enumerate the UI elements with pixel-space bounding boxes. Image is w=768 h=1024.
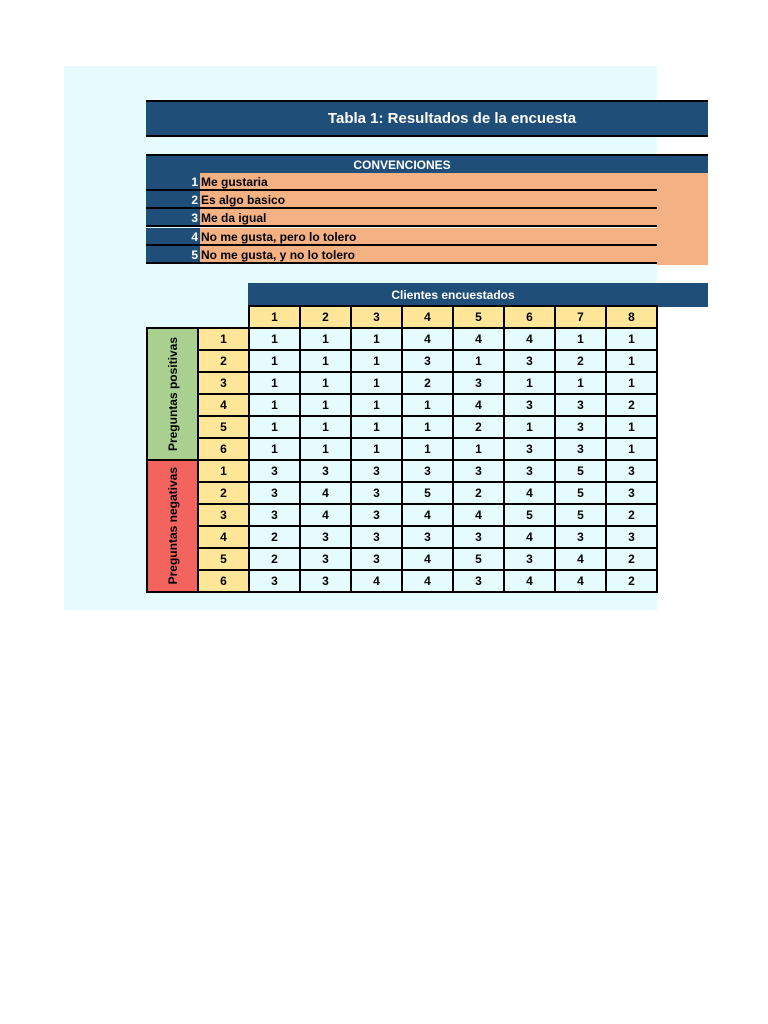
- response-cell: 1: [249, 394, 300, 416]
- convention-number: 4: [146, 228, 200, 246]
- client-number: 5: [453, 306, 504, 328]
- table-row: [147, 482, 657, 504]
- table-title: [146, 100, 708, 137]
- response-cell: 1: [351, 438, 402, 460]
- question-number: 5: [198, 416, 249, 438]
- response-cell: 1: [249, 372, 300, 394]
- question-number: 1: [198, 460, 249, 482]
- clients-header-text: Clientes encuestados: [391, 288, 515, 302]
- question-number: 5: [198, 548, 249, 570]
- response-cell: 1: [300, 438, 351, 460]
- convention-row: [146, 191, 708, 209]
- table-row: [147, 416, 657, 438]
- response-cell: 4: [453, 504, 504, 526]
- response-cell: 4: [402, 570, 453, 592]
- response-cell: 3: [504, 460, 555, 482]
- table-row: [147, 504, 657, 526]
- response-cell: 3: [504, 350, 555, 372]
- client-number: 6: [504, 306, 555, 328]
- response-cell: 3: [606, 526, 657, 548]
- response-cell: 4: [504, 526, 555, 548]
- convention-number: 2: [146, 191, 200, 209]
- response-cell: 1: [351, 394, 402, 416]
- response-cell: 1: [402, 416, 453, 438]
- client-number: 8: [606, 306, 657, 328]
- response-cell: 1: [249, 328, 300, 350]
- response-cell: 4: [402, 328, 453, 350]
- response-cell: 4: [504, 328, 555, 350]
- response-cell: 4: [402, 548, 453, 570]
- response-cell: 3: [351, 548, 402, 570]
- question-number: 6: [198, 438, 249, 460]
- group-label-text: Preguntas positivas: [165, 336, 180, 452]
- response-cell: 1: [555, 372, 606, 394]
- response-cell: 4: [351, 570, 402, 592]
- response-cell: 3: [249, 482, 300, 504]
- response-cell: 5: [555, 460, 606, 482]
- response-cell: 2: [249, 548, 300, 570]
- response-cell: 5: [453, 548, 504, 570]
- question-number: 2: [198, 482, 249, 504]
- response-cell: 1: [351, 416, 402, 438]
- response-cell: 4: [504, 482, 555, 504]
- response-cell: 3: [351, 460, 402, 482]
- response-cell: 2: [606, 504, 657, 526]
- response-cell: 2: [606, 548, 657, 570]
- response-cell: 1: [606, 416, 657, 438]
- client-number-row: [147, 306, 657, 328]
- response-cell: 3: [606, 482, 657, 504]
- response-cell: 5: [555, 482, 606, 504]
- response-cell: 2: [402, 372, 453, 394]
- response-cell: 2: [606, 394, 657, 416]
- response-cell: 3: [555, 526, 606, 548]
- response-cell: 3: [249, 504, 300, 526]
- client-number: 3: [351, 306, 402, 328]
- convention-number: 3: [146, 209, 200, 227]
- response-cell: 4: [402, 504, 453, 526]
- response-cell: 2: [453, 482, 504, 504]
- response-cell: 4: [300, 504, 351, 526]
- table-row: [147, 438, 657, 460]
- table-row: [147, 372, 657, 394]
- response-cell: 1: [249, 350, 300, 372]
- response-cell: 2: [606, 570, 657, 592]
- response-cell: 3: [402, 526, 453, 548]
- response-cell: 2: [555, 350, 606, 372]
- client-number: 4: [402, 306, 453, 328]
- question-number: 1: [198, 328, 249, 350]
- client-number: 1: [249, 306, 300, 328]
- response-cell: 3: [453, 460, 504, 482]
- question-number: 2: [198, 350, 249, 372]
- response-cell: 1: [300, 394, 351, 416]
- group-label-text: Preguntas negativas: [165, 467, 180, 585]
- response-cell: 1: [606, 438, 657, 460]
- response-cell: 3: [300, 526, 351, 548]
- conventions-header-text: CONVENCIONES: [353, 157, 451, 172]
- table-row: [147, 570, 657, 592]
- question-number: 4: [198, 526, 249, 548]
- response-cell: 3: [249, 570, 300, 592]
- response-cell: 4: [504, 570, 555, 592]
- conventions-extension: [657, 173, 708, 265]
- response-cell: 3: [504, 548, 555, 570]
- response-cell: 1: [300, 372, 351, 394]
- convention-number: 5: [146, 246, 200, 264]
- question-number: 4: [198, 394, 249, 416]
- response-cell: 3: [504, 394, 555, 416]
- response-cell: 3: [300, 460, 351, 482]
- question-number: 3: [198, 372, 249, 394]
- group-label-positive: [147, 328, 198, 460]
- response-cell: 1: [606, 328, 657, 350]
- blank-cell: [198, 306, 249, 328]
- response-cell: 5: [504, 504, 555, 526]
- response-cell: 1: [555, 328, 606, 350]
- convention-row: [146, 209, 708, 227]
- response-cell: 2: [249, 526, 300, 548]
- response-cell: 3: [402, 350, 453, 372]
- response-cell: 4: [555, 570, 606, 592]
- convention-label: No me gusta, pero lo tolero: [200, 228, 708, 246]
- response-cell: 1: [402, 394, 453, 416]
- table-title-text: Tabla 1: Resultados de la encuesta: [327, 110, 577, 127]
- question-number: 6: [198, 570, 249, 592]
- response-cell: 4: [555, 548, 606, 570]
- convention-number: 1: [146, 173, 200, 191]
- response-cell: 1: [300, 328, 351, 350]
- convention-row: [146, 246, 708, 264]
- response-cell: 4: [300, 482, 351, 504]
- response-cell: 3: [453, 372, 504, 394]
- response-cell: 1: [606, 350, 657, 372]
- response-cell: 5: [402, 482, 453, 504]
- response-cell: 1: [351, 350, 402, 372]
- response-cell: 4: [453, 394, 504, 416]
- response-cell: 3: [453, 570, 504, 592]
- question-number: 3: [198, 504, 249, 526]
- table-row: [147, 328, 657, 350]
- response-cell: 1: [249, 438, 300, 460]
- clients-header: [248, 283, 708, 307]
- convention-row: [146, 173, 708, 191]
- response-cell: 3: [402, 460, 453, 482]
- response-cell: 3: [300, 570, 351, 592]
- response-cell: 1: [351, 372, 402, 394]
- table-row: [147, 460, 657, 482]
- response-cell: 3: [351, 504, 402, 526]
- response-cell: 4: [453, 328, 504, 350]
- convention-label: Es algo basico: [200, 191, 708, 209]
- response-cell: 3: [555, 438, 606, 460]
- client-number: 7: [555, 306, 606, 328]
- response-cell: 3: [249, 460, 300, 482]
- response-cell: 3: [351, 526, 402, 548]
- survey-table: [146, 305, 658, 593]
- convention-label: Me da igual: [200, 209, 708, 227]
- convention-row: [146, 228, 708, 246]
- response-cell: 1: [300, 416, 351, 438]
- response-cell: 1: [504, 416, 555, 438]
- response-cell: 5: [555, 504, 606, 526]
- table-row: [147, 350, 657, 372]
- group-label-negative: [147, 460, 198, 592]
- response-cell: 1: [300, 350, 351, 372]
- table-row: [147, 394, 657, 416]
- table-row: [147, 526, 657, 548]
- response-cell: 2: [453, 416, 504, 438]
- response-cell: 1: [249, 416, 300, 438]
- response-cell: 3: [555, 416, 606, 438]
- response-cell: 3: [351, 482, 402, 504]
- convention-label: No me gusta, y no lo tolero: [200, 246, 708, 264]
- response-cell: 1: [606, 372, 657, 394]
- conventions-header: [146, 154, 708, 173]
- response-cell: 1: [351, 328, 402, 350]
- client-number: 2: [300, 306, 351, 328]
- response-cell: 3: [606, 460, 657, 482]
- response-cell: 3: [504, 438, 555, 460]
- response-cell: 1: [453, 438, 504, 460]
- convention-label: Me gustaria: [200, 173, 708, 191]
- table-row: [147, 548, 657, 570]
- response-cell: 3: [555, 394, 606, 416]
- response-cell: 3: [453, 526, 504, 548]
- response-cell: 3: [300, 548, 351, 570]
- response-cell: 1: [453, 350, 504, 372]
- response-cell: 1: [402, 438, 453, 460]
- blank-cell: [147, 306, 198, 328]
- response-cell: 1: [504, 372, 555, 394]
